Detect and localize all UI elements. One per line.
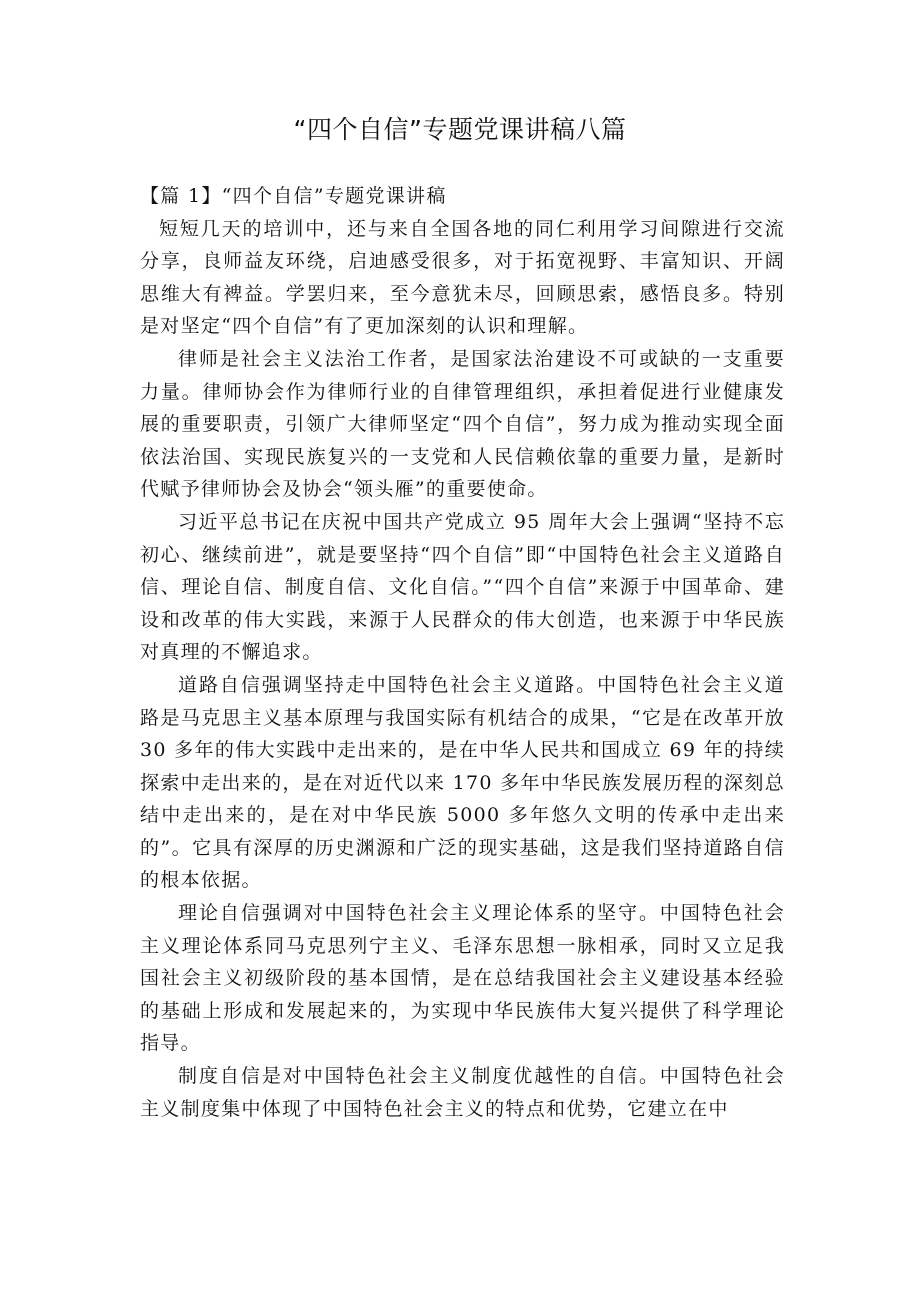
paragraph-system-confidence: 制度自信是对中国特色社会主义制度优越性的自信。中国特色社会主义制度集中体现了中国特色社会主义的特点和优势，它建立在中 — [140, 1065, 785, 1120]
paragraph-lawyers: 律师是社会主义法治工作者，是国家法治建设不可或缺的一支重要力量。律师协会作为律师行业的自律管理组织，承担着促进行业健康发展的重要职责，引领广大律师坚定“四个自信”，努力成为推动实现全面依法治国、实现民族复兴的一支党和人民信赖依靠的重要力量，是新时代赋予律师协会及协会“领头雁”的重要使命。 — [140, 347, 785, 501]
document-body — [140, 180, 785, 1125]
paragraph-theory-confidence: 理论自信强调对中国特色社会主义理论体系的坚守。中国特色社会主义理论体系同马克思列宁主义、毛泽东思想一脉相承，同时又立足我国社会主义初级阶段的基本国情，是在总结我国社会主义建设基本经验的基础上形成和发展起来的，为实现中华民族伟大复兴提供了科学理论指导。 — [140, 902, 785, 1055]
paragraph-path-confidence: 道路自信强调坚持走中国特色社会主义道路。中国特色社会主义道路是马克思主义基本原理与我国实际有机结合的成果，“它是在改革开放 30 多年的伟大实践中走出来的，是在中华人民共和国成立 69 年的持续探索中走出来的，是在对近代以来 170 多年中华民族发展历程的深刻总结中走出来的，是在对中华民族 5000 多年悠久文明的传承中走出来的”。它具有深厚的历史渊源和广泛的现实基础，这是我们坚持道路自信的根本依据。 — [140, 673, 785, 892]
paragraph-intro: 短短几天的培训中，还与来自全国各地的同仁利用学习间隙进行交流分享，良师益友环绕，启迪感受很多，对于拓宽视野、丰富知识、开阔思维大有裨益。学罢归来，至今意犹未尽，回顾思索，感悟良多。特别是对坚定“四个自信”有了更加深刻的认识和理解。 — [140, 217, 785, 338]
section-header: 【篇 1】“四个自信”专题党课讲稿 — [140, 185, 447, 207]
document-title: “四个自信”专题党课讲稿八篇 — [293, 115, 627, 144]
paragraph-speech: 习近平总书记在庆祝中国共产党成立 95 周年大会上强调“坚持不忘初心、继续前进”，就是要坚持“四个自信”即“中国特色社会主义道路自信、理论自信、制度自信、文化自信。”“四个自信”来源于中国革命、建设和改革的伟大实践，来源于人民群众的伟大创造，也来源于中华民族对真理的不懈追求。 — [140, 510, 785, 664]
